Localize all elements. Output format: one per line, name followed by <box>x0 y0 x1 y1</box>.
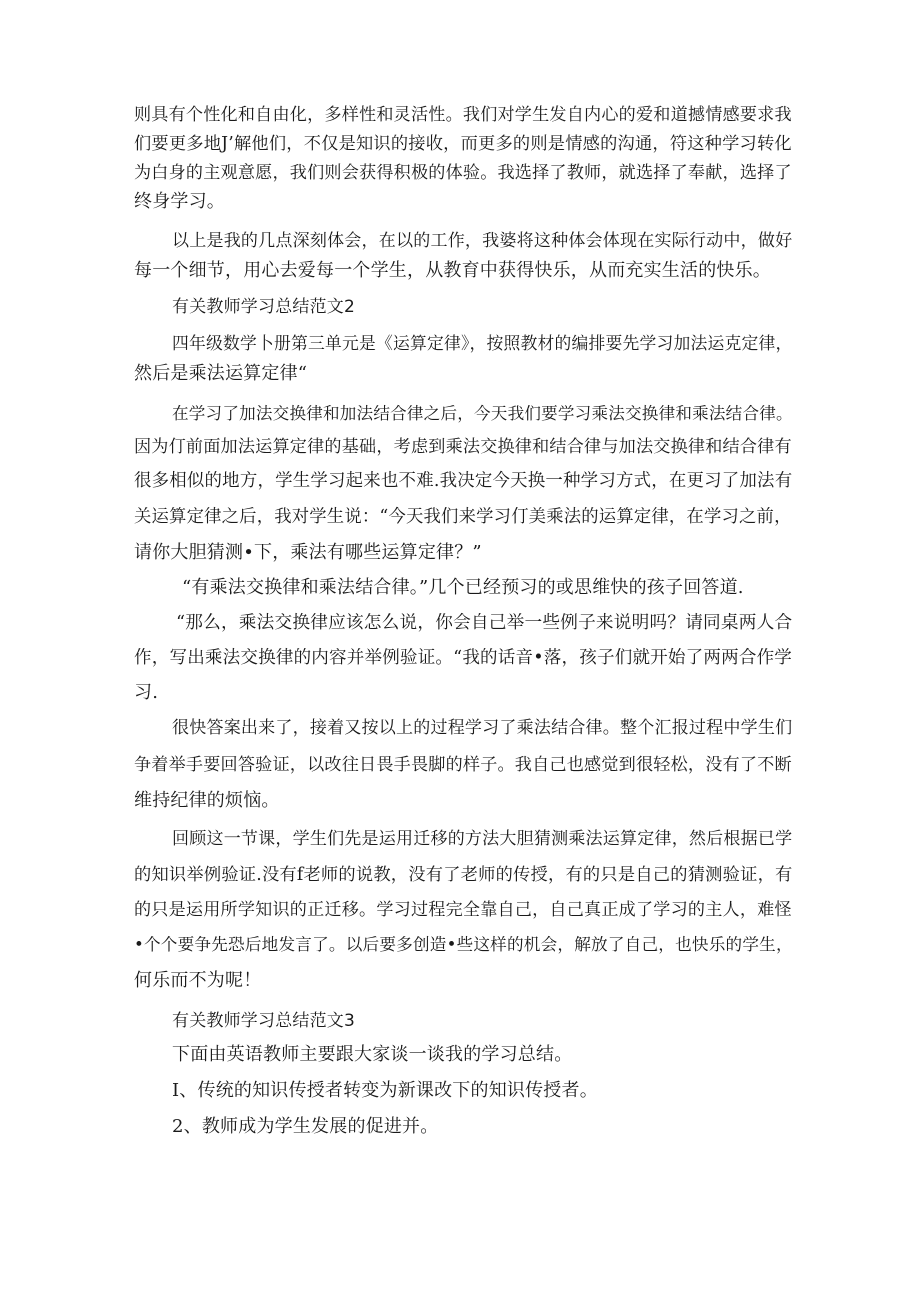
paragraph-8-line-1: 回顾这一节课，学生们先是运用迁移的方法大胆猜测乘法运算定律，然后根据已学 <box>172 829 793 849</box>
paragraph-1-line-3: 为白身的主观意愿，我们则会获得积极的体验。我选择了教师，就选择了奉献，选择了 <box>134 163 792 183</box>
paragraph-9-line-1: 下面由英语教师主要跟大家谈一谈我的学习总结。 <box>172 1044 573 1065</box>
paragraph-1-line-4: 终身学习。 <box>134 191 225 212</box>
paragraph-4-line-3: 很多相似的地方，学生学习起来也不难.我决定今天换一种学习方式，在更习了加法有 <box>134 471 793 491</box>
paragraph-8-line-5: 何乐而不为呢！ <box>134 970 262 991</box>
section-heading-3: 有关教师学习总结范文3 <box>172 1011 356 1031</box>
paragraph-5-line-1: “有乘法交换律和乘法结合律。”几个已经预习的或思维快的孩子回答道. <box>182 577 744 598</box>
list-item-1: I、传统的知识传授者转变为新课改下的知识传授者。 <box>172 1080 598 1101</box>
paragraph-1-line-1: 则具有个性化和自由化，多样性和灵活性。我们对学生发自内心的爱和道撼情感要求我 <box>134 105 792 125</box>
paragraph-7-line-2: 争着举手要回答验证，以改往日畏手畏脚的样子。我自己也感觉到很轻松，没有了不断 <box>134 755 792 775</box>
paragraph-6-line-3: 习. <box>134 682 159 703</box>
paragraph-1-line-2: 们要更多地J’解他们，不仅是知识的接收，而更多的则是情感的沟通，符这种学习转化 <box>134 134 792 154</box>
paragraph-4-line-1: 在学习了加法交换律和加法结合律之后，今天我们要学习乘法交换律和乘法结合律。 <box>172 404 793 423</box>
paragraph-3-line-2: 然后是乘法运算定律“ <box>134 363 308 384</box>
paragraph-7-line-3: 维持纪律的烦恼。 <box>134 790 280 811</box>
paragraph-4-line-2: 因为仃前面加法运算定律的基础，考虑到乘法交换律和结合律与加法交换律和结合律有 <box>134 437 792 457</box>
paragraph-6-line-1: “那么，乘法交换律应该怎么说，你会自己举一些例子来说明吗？请同桌两人合 <box>176 613 793 633</box>
section-heading-2: 有关教师学习总结范文2 <box>172 297 356 317</box>
paragraph-2-line-2: 每一个细节，用心去爱每一个学生，从教育中获得快乐，从而充实生活的快乐。 <box>134 260 771 281</box>
paragraph-2-line-1: 以上是我的几点深刻体会，在以的工作，我婆将这种体会体现在实际行动中，做好 <box>172 231 793 251</box>
paragraph-6-line-2: 作，写出乘法交换律的内容并举例验证。“我的话音•落，孩子们就开始了两两合作学 <box>134 648 793 668</box>
paragraph-7-line-1: 很快答案出来了，接着又按以上的过程学习了乘法结合律。整个汇报过程中学生们 <box>172 718 793 738</box>
paragraph-4-line-4: 关运算定律之后，我对学生说：“今天我们来学习仃美乘法的运算定律，在学习之前， <box>134 507 792 527</box>
list-item-2: 2、教师成为学生发展的促进并。 <box>172 1116 439 1137</box>
paragraph-8-line-4: •个个要争先恐后地发言了。以后要多创造•些这样的机会，解放了自己，也快乐的学生， <box>134 935 793 954</box>
paragraph-3-line-1: 四年级数学卜册第三单元是《运算定律》，按照教材的编排要先学习加法运克定律， <box>172 333 793 353</box>
paragraph-8-line-3: 的只是运用所学知识的正迁移。学习过程完全靠自己，自己真正成了学习的主人，难怪 <box>134 900 792 920</box>
paragraph-8-line-2: 的知识举例验证.没有f老师的说教，没有了老师的传授，有的只是自己的猜测验证，有 <box>134 865 793 885</box>
paragraph-4-line-5: 请你大胆猜测•下，乘法有哪些运算定律？” <box>134 542 482 563</box>
